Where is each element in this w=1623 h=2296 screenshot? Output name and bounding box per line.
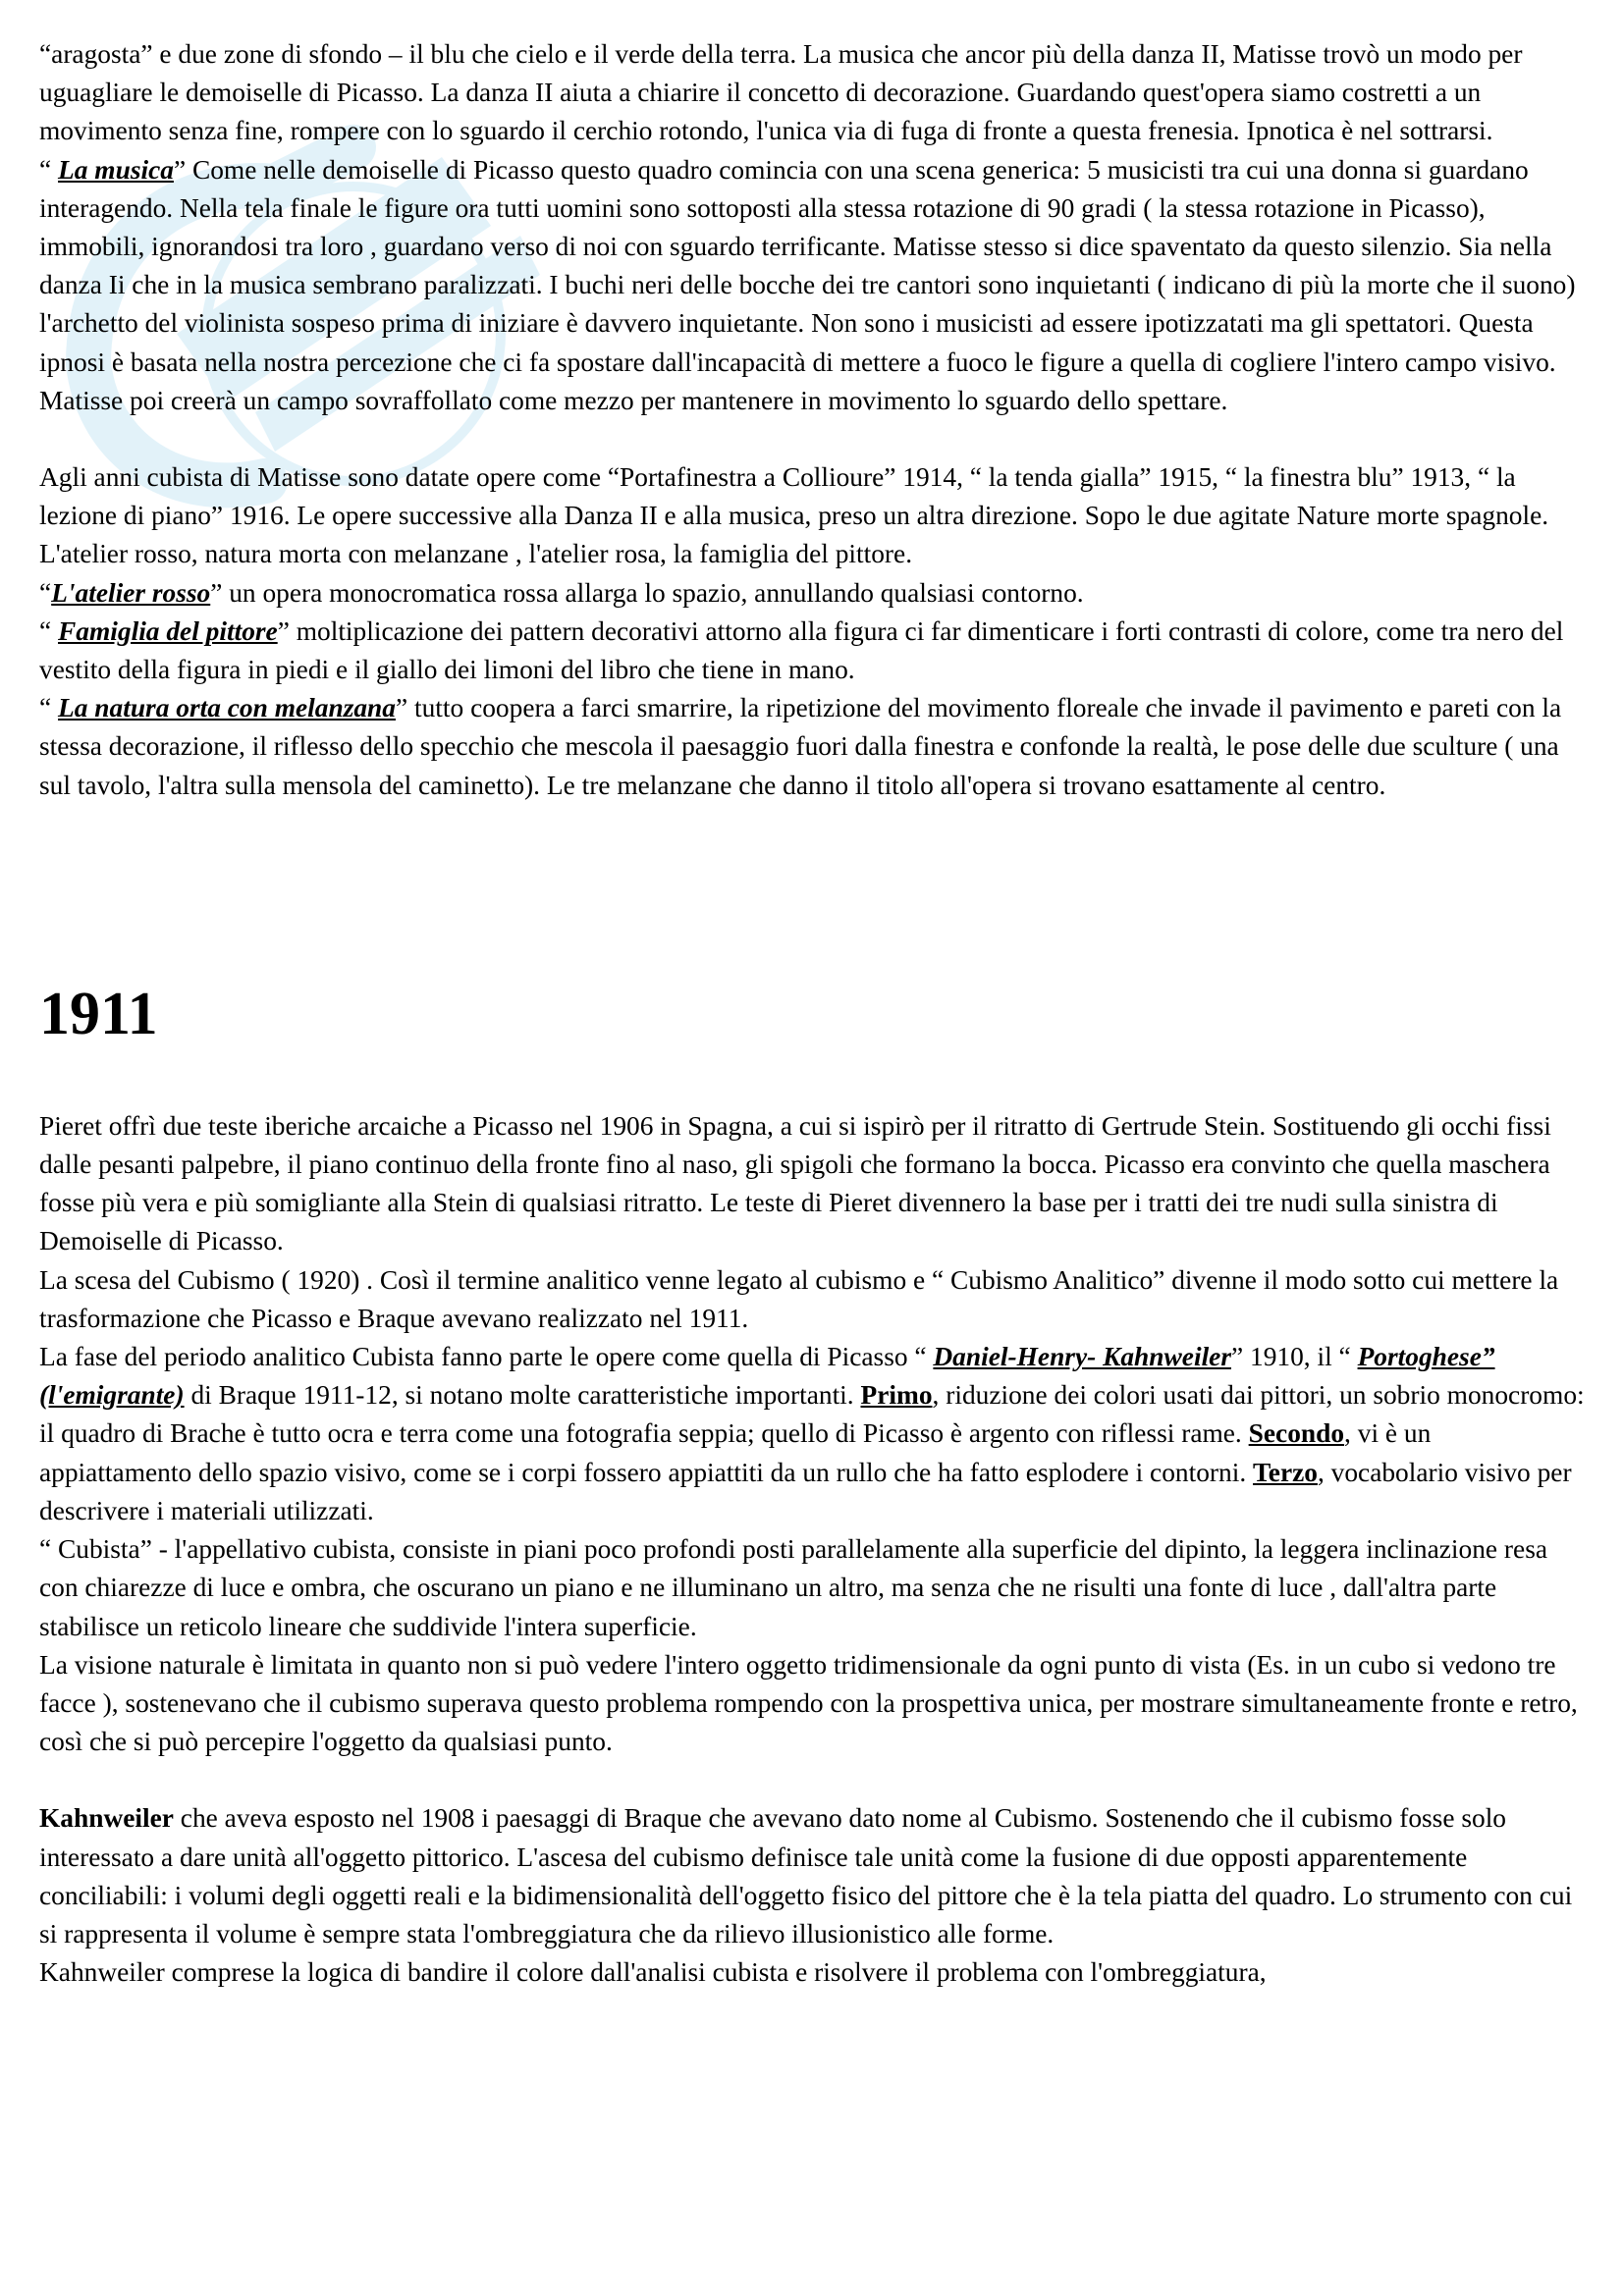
paragraph-text: di Braque 1911-12, si notano molte caratteristiche importanti.	[184, 1380, 861, 1411]
paragraph-text: ” tutto coopera a farci smarrire, la ripetizione del movimento floreale che invade il pavimento e pareti con la stessa decorazione, il riflesso dello specchio che mescola il paesaggio fuori dalla finestra e confonde la realtà, le pose delle due sculture ( una sul tavolo, l'altra sulla mensola del caminetto). Le tre melanzane che danno il titolo all'opera si trovano esattamente al centro.	[39, 693, 1562, 800]
name-kahnweiler: Kahnweiler	[39, 1803, 174, 1834]
keyword-secondo: Secondo	[1248, 1418, 1345, 1449]
spacer	[39, 805, 1589, 980]
work-title-kahnweiler: Daniel-Henry- Kahnweiler	[933, 1342, 1231, 1372]
paragraph-la-musica	[39, 151, 1589, 420]
paragraph-text: , vocabolario visivo per descrivere i materiali utilizzati.	[39, 1457, 1572, 1525]
paragraph-famiglia-del-pittore	[39, 613, 1589, 689]
paragraph-text: , riduzione dei colori usati dai pittori, un sobrio monocromo: il quadro di Brache è tutto ocra e terra come una fotografia seppia; quello di Picasso è argento con riflessi rame.	[39, 1380, 1585, 1449]
spacer	[39, 1048, 1589, 1107]
paragraph-text: ” Come nelle demoiselle di Picasso questo quadro comincia con una scena generica: 5 musicisti tra cui una donna si guardano interagendo. Nella tela finale le figure ora tutti uomini sono sottoposti alla stessa rotazione di 90 gradi ( la stessa rotazione in Picasso), immobili, ignorandosi tra loro , guardano verso di noi con sguardo terrificante. Matisse stesso si dice spaventato da questo silenzio. Sia nella danza Ii che in la musica sembrano paralizzati. I buchi neri delle bocche dei tre cantori sono inquietanti ( indicano di più la morte che il suono) l'archetto del violinista sospeso prima di iniziare è davvero inquietante. Non sono i musicisti ad essere ipotizzatati ma gli spettatori. Questa ipnosi è basata nella nostra percezione che ci fa spostare dall'incapacità di mettere a fuoco le figure a quella di cogliere l'intero campo visivo. Matisse poi creerà un campo sovraffollato come mezzo per mantenere in movimento lo sguardo dello spettare.	[39, 154, 1576, 415]
work-title-natura-morta: La natura orta con melanzana	[58, 693, 396, 723]
quote-open: “	[39, 693, 59, 723]
paragraph-text: , vi è un appiattamento dello spazio visivo, come se i corpi fossero appiattiti da un rullo che ha fatto esplodere i contorni.	[39, 1418, 1432, 1487]
paragraph-anni-cubisti: Agli anni cubista di Matisse sono datate opere come “Portafinestra a Collioure” 1914, “ la tenda gialla” 1915, “ la finestra blu” 1913, “ la lezione di piano” 1916. Le opere successive alla Danza II e alla musica, preso un altra direzione. Sopo le due agitate Nature morte spagnole. L'atelier rosso, natura morta con melanzane , l'atelier rosa, la famiglia del pittore.	[39, 462, 1549, 569]
paragraph-visione-naturale: La visione naturale è limitata in quanto non si può vedere l'intero oggetto tridimensionale da ogni punto di vista (Es. in un cubo si vedono tre facce ), sostenevano che il cubismo superava questo problema rompendo con la prospettiva unica, per mostrare simultaneamente fronte e retro, così che si può percepire l'oggetto da qualsiasi punto.	[39, 1649, 1578, 1757]
paragraph-kahnweiler-colore: Kahnweiler comprese la logica di bandire il colore dall'analisi cubista e risolvere il problema con l'ombreggiatura,	[39, 1957, 1267, 1988]
paragraph-text: ” un opera monocromatica rossa allarga lo spazio, annullando qualsiasi contorno.	[210, 577, 1084, 608]
keyword-primo: Primo	[860, 1380, 933, 1411]
paragraph-fase-analitica	[39, 1338, 1589, 1530]
paragraph-cubista: “ Cubista” - l'appellativo cubista, consiste in piani poco profondi posti parallelamente alla superficie del dipinto, la leggera inclinazione resa con chiarezze di luce e ombra, che oscurano un piano e ne illuminano un altro, ma senza che ne risulti una fonte di luce , dall'altra parte stabilisce un reticolo lineare che suddivide l'intera superficie.	[39, 1534, 1548, 1641]
paragraph-cubismo-analitico: La scesa del Cubismo ( 1920) . Così il termine analitico venne legato al cubismo e “ Cubismo Analitico” divenne il modo sotto cui mettere la trasformazione che Picasso e Braque avevano realizzato nel 1911.	[39, 1264, 1559, 1333]
work-title-famiglia-del-pittore: Famiglia del pittore	[58, 615, 278, 646]
paragraph-text: che aveva esposto nel 1908 i paesaggi di Braque che avevano dato nome al Cubismo. Sostenendo che il cubismo fosse solo interessato a dare unità all'oggetto pittorico. L'ascesa del cubismo definisce tale unità come la fusione di due opposti apparentemente conciliabili: i volumi degli oggetti reali e la bidimensionalità dell'oggetto fisico del pittore che è la tela piatta del quadro. Lo strumento con cui si rappresenta il volume è sempre stata l'ombreggiatura che da rilievo illusionistico alle forme.	[39, 1803, 1573, 1949]
work-title-portoghese: Portoghese” (l'emigrante)	[39, 1342, 1495, 1411]
paragraph-pieret: Pieret offrì due teste iberiche arcaiche a Picasso nel 1906 in Spagna, a cui si ispirò per il ritratto di Gertrude Stein. Sostituendo gli occhi fissi dalle pesanti palpebre, il piano continuo della fronte fino al naso, gli spigoli che formano la bocca. Picasso era convinto che quella maschera fosse più vera e più somigliante alla Stein di qualsiasi ritratto. Le teste di Pieret divennero la base per i tratti dei tre nudi sulla sinistra di Demoiselle di Picasso.	[39, 1110, 1551, 1256]
paragraph-la-danza: “aragosta” e due zone di sfondo – il blu che cielo e il verde della terra. La musica che ancor più della danza II, Matisse trovò un modo per uguagliare le demoiselle di Picasso. La danza II aiuta a chiarire il concetto di decorazione. Guardando quest'opera siamo costretti a un movimento senza fine, rompere con lo sguardo il cerchio rotondo, l'unica via di fuga di fronte a questa frenesia. Ipnotica è nel sottrarsi.	[39, 39, 1523, 146]
work-title-atelier-rosso: L'atelier rosso	[51, 577, 211, 608]
document-body	[39, 35, 1589, 1992]
work-title-la-musica: La musica	[58, 154, 174, 185]
paragraph-text: ” 1910, il “	[1231, 1342, 1358, 1372]
paragraph-kahnweiler	[39, 1799, 1589, 1953]
paragraph-atelier-rosso	[39, 574, 1589, 613]
section-heading-1911: 1911	[39, 980, 158, 1047]
paragraph-text: La fase del periodo analitico Cubista fanno parte le opere come quella di Picasso “	[39, 1342, 934, 1372]
keyword-terzo: Terzo	[1253, 1457, 1318, 1487]
quote-open: “	[39, 577, 52, 608]
spacer	[39, 420, 1589, 458]
paragraph-text: ” moltiplicazione dei pattern decorativi attorno alla figura ci far dimenticare i forti contrasti di colore, come tra nero del vestito della figura in piedi e il giallo dei limoni del libro che tiene in mano.	[39, 615, 1564, 685]
paragraph-natura-morta	[39, 689, 1589, 805]
spacer	[39, 1761, 1589, 1799]
quote-open: “	[39, 615, 59, 646]
quote-open: “	[39, 154, 59, 185]
